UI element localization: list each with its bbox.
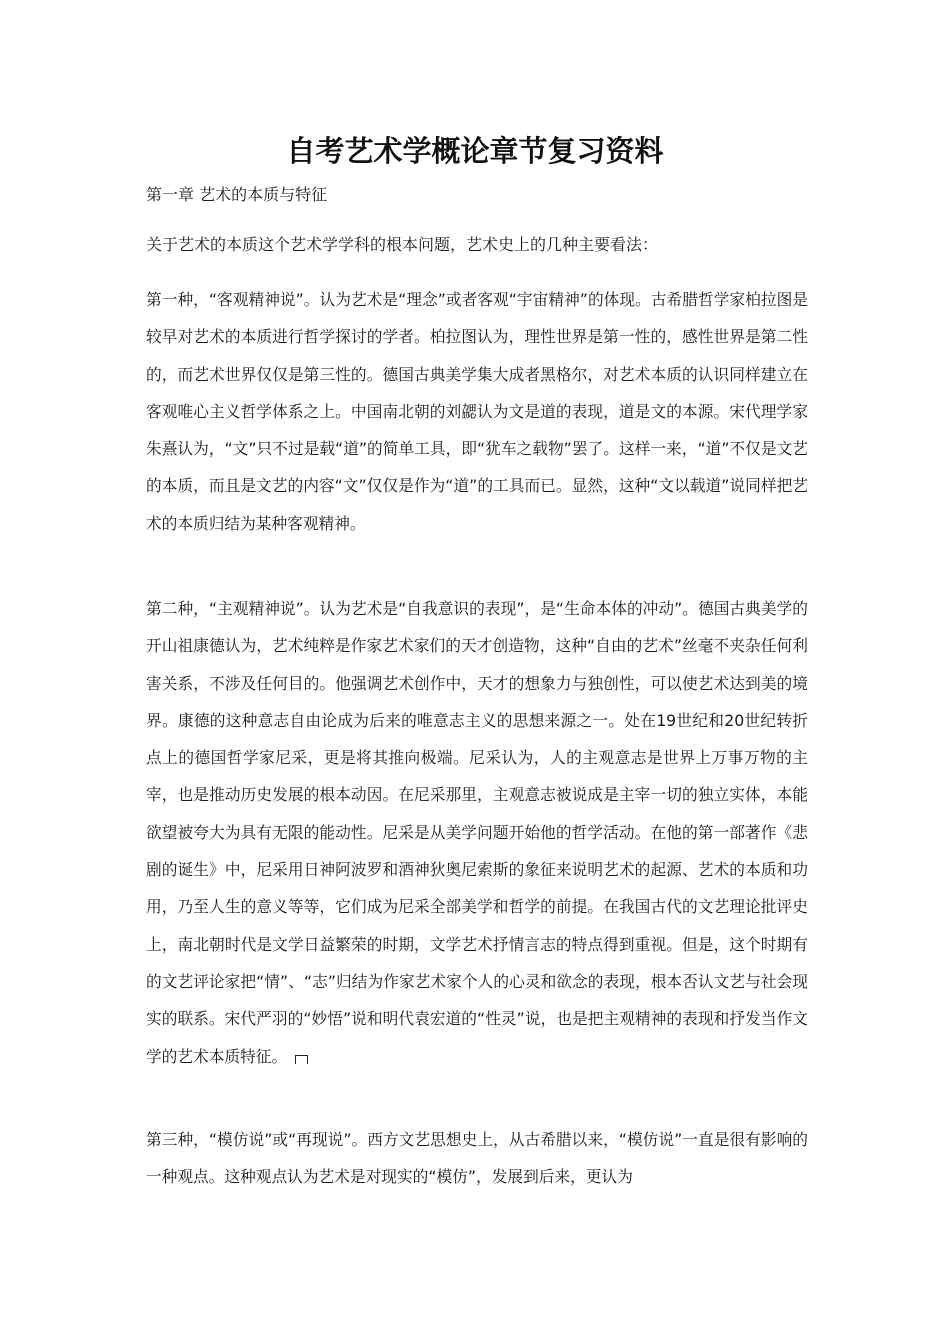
paragraph-text: 第一种，“客观精神说”。认为艺术是“理念”或者客观“宇宙精神”的体现。古希腊哲学家柏拉图是较早对艺术的本质进行哲学探讨的学者。柏拉图认为，理性世界是第一性的，感性世界是第二性的，而艺术世界仅仅是第三性的。德国古典美学集大成者黑格尔，对艺术本质的认识同样建立在客观唯心主义哲学体系之上。中国南北朝的刘勰认为文是道的表现，道是文的本源。宋代理学家朱熹认为，“文”只不过是载“道”的简单工具，即“犹车之载物”罢了。这样一来，“道”不仅是文艺的本质，而且是文艺的内容“文”仅仅是作为“道”的工具而已。显然，这种“文以载道”说同样把艺术的本质归结为某种客观精神。 — [146, 290, 808, 533]
intro-paragraph: 关于艺术的本质这个艺术学学科的根本问题，艺术史上的几种主要看法： — [146, 235, 659, 254]
paragraph-end-mark-icon — [295, 1055, 308, 1064]
chapter-heading: 第一章 艺术的本质与特征 — [146, 185, 328, 204]
paragraph-objective-spirit — [146, 281, 808, 542]
paragraph-subjective-spirit — [146, 590, 808, 1075]
paragraph-mimesis — [146, 1121, 808, 1196]
paragraph-text: 第三种，“模仿说”或“再现说”。西方文艺思想史上，从古希腊以来，“模仿说”一直是很有影响的一种观点。这种观点认为艺术是对现实的“模仿”，发展到后来，更认为 — [146, 1130, 808, 1187]
paragraph-text: 第二种，“主观精神说”。认为艺术是“自我意识的表现”，是“生命本体的冲动”。德国古典美学的开山祖康德认为，艺术纯粹是作家艺术家们的天才创造物，这种“自由的艺术”丝毫不夹杂任何利害关系，不涉及任何目的。他强调艺术创作中，天才的想象力与独创性，可以使艺术达到美的境界。康德的这种意志自由论成为后来的唯意志主义的思想来源之一。处在19世纪和20世纪转折点上的德国哲学家尼采，更是将其推向极端。尼采认为，人的主观意志是世界上万事万物的主宰，也是推动历史发展的根本动因。在尼采那里，主观意志被说成是主宰一切的独立实体，本能欲望被夸大为具有无限的能动性。尼采是从美学问题开始他的哲学活动。在他的第一部著作《悲剧的诞生》中，尼采用日神阿波罗和酒神狄奥尼索斯的象征来说明艺术的起源、艺术的本质和功用，乃至人生的意义等等，它们成为尼采全部美学和哲学的前提。在我国古代的文艺理论批评史上，南北朝时代是文学日益繁荣的时期，文学艺术抒情言志的特点得到重视。但是，这个时期有的文艺评论家把“情”、“志”归结为作家艺术家个人的心灵和欲念的表现，根本否认文艺与社会现实的联系。宋代严羽的“妙悟”说和明代袁宏道的“性灵”说，也是把主观精神的表现和抒发当作文学的艺术本质特征。 — [146, 599, 808, 1066]
document-title: 自考艺术学概论章节复习资料 — [286, 134, 664, 168]
